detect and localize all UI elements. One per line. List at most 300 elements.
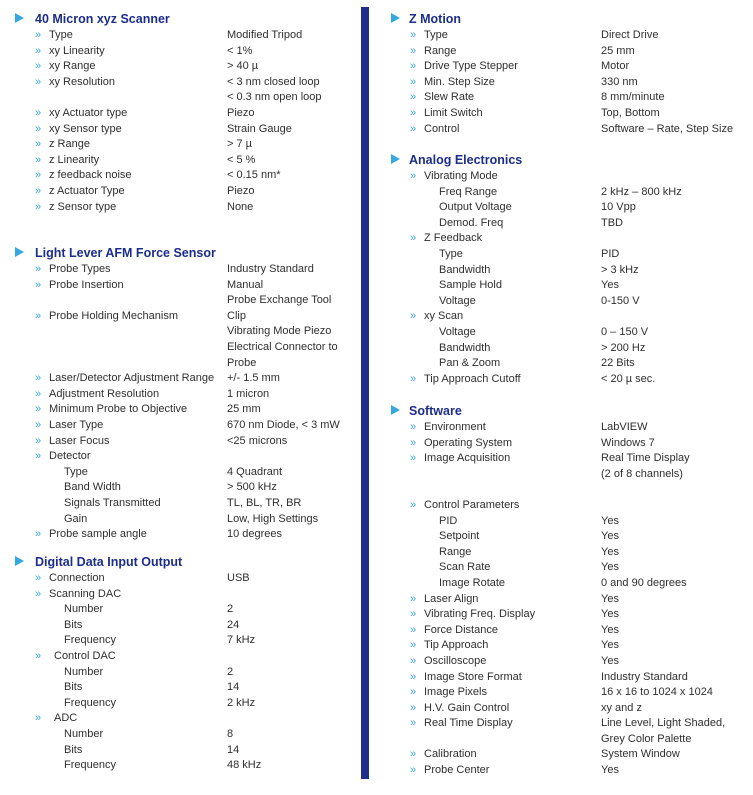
spec-row bbox=[0, 262, 362, 278]
spec-label: Setpoint bbox=[439, 530, 480, 543]
spec-label: Signals Transmitted bbox=[64, 496, 161, 509]
spec-value: 8 mm/minute bbox=[601, 91, 665, 104]
triangle-arrow-icon bbox=[391, 13, 400, 23]
spec-label: Bits bbox=[64, 743, 83, 756]
spec-row bbox=[0, 571, 362, 587]
spec-label: Min. Step Size bbox=[424, 75, 495, 88]
spec-value: Piezo bbox=[227, 106, 255, 119]
spec-label: Voltage bbox=[439, 325, 476, 338]
bullet-icon: » bbox=[410, 75, 417, 88]
spec-row bbox=[375, 341, 753, 357]
spec-value: Yes bbox=[601, 623, 619, 636]
spec-row bbox=[375, 356, 753, 372]
spec-label: Type bbox=[424, 29, 448, 41]
spec-value: USB bbox=[227, 572, 250, 584]
spec-value: Yes bbox=[601, 530, 619, 543]
bullet-icon: » bbox=[35, 44, 42, 57]
spec-value: Yes bbox=[601, 608, 619, 621]
spec-value: > 7 µ bbox=[227, 138, 252, 151]
spec-label: Control Parameters bbox=[424, 498, 520, 511]
bullet-icon: » bbox=[410, 592, 417, 605]
spec-value: Yes bbox=[601, 639, 619, 652]
spec-value: Software – Rate, Step Size bbox=[601, 122, 734, 135]
spec-value: < 20 µ sec. bbox=[601, 372, 656, 385]
spec-label: Laser Focus bbox=[49, 434, 110, 447]
spec-label: Calibration bbox=[424, 748, 477, 761]
spec-row bbox=[375, 498, 753, 514]
spec-value: < 0.15 nm* bbox=[227, 169, 281, 182]
spec-label: Gain bbox=[64, 512, 88, 525]
spec-value: 14 bbox=[227, 743, 240, 756]
spec-value: Yes bbox=[601, 561, 619, 574]
spec-value: Clip bbox=[227, 309, 246, 322]
spec-row bbox=[375, 59, 753, 75]
spec-label: Number bbox=[64, 603, 104, 616]
triangle-arrow-icon bbox=[391, 405, 400, 415]
spec-label: Demod. Freq bbox=[439, 216, 504, 229]
spec-value: Modified Tripod bbox=[227, 29, 303, 41]
spec-label: ADC bbox=[54, 712, 78, 725]
spec-label: PID bbox=[439, 514, 458, 527]
spec-value: < 0.3 nm open loop bbox=[227, 91, 322, 104]
spec-label: xy Scan bbox=[424, 310, 464, 323]
bullet-icon: » bbox=[410, 29, 417, 41]
spec-value: Yes bbox=[601, 764, 619, 777]
spec-label: Operating System bbox=[424, 436, 513, 449]
spec-label: Probe Holding Mechanism bbox=[49, 309, 179, 322]
spec-row bbox=[0, 137, 362, 153]
spec-label: Real Time Display bbox=[424, 717, 513, 730]
spec-label: Laser/Detector Adjustment Range bbox=[49, 372, 215, 385]
bullet-icon: » bbox=[35, 60, 42, 73]
spec-row bbox=[375, 278, 753, 294]
triangle-arrow-icon bbox=[15, 556, 24, 566]
bullet-icon: » bbox=[35, 278, 42, 291]
section-title: 40 Micron xyz Scanner bbox=[35, 12, 170, 26]
spec-value: 2 kHz bbox=[227, 696, 256, 709]
spec-label: z Linearity bbox=[49, 153, 100, 166]
spec-label: Control DAC bbox=[54, 649, 116, 662]
spec-label: z Sensor type bbox=[49, 200, 117, 213]
spec-label: Oscilloscope bbox=[424, 654, 487, 667]
spec-row bbox=[0, 418, 362, 434]
bullet-icon: » bbox=[410, 372, 417, 385]
spec-row bbox=[375, 763, 753, 779]
spec-value: Piezo bbox=[227, 184, 255, 197]
spec-value: 0-150 V bbox=[601, 294, 640, 307]
spec-label: Sample Hold bbox=[439, 279, 502, 292]
spec-value: 10 degrees bbox=[227, 528, 283, 541]
spec-row bbox=[375, 685, 753, 701]
spec-row bbox=[0, 340, 362, 356]
spec-value: Electrical Connector to bbox=[227, 340, 338, 353]
spec-row bbox=[0, 727, 362, 743]
section-header bbox=[0, 10, 362, 28]
bullet-icon: » bbox=[35, 263, 42, 275]
section-analog-electronics bbox=[375, 151, 753, 387]
spec-value: xy and z bbox=[601, 701, 642, 714]
spec-row bbox=[375, 216, 753, 232]
spec-value: (2 of 8 channels) bbox=[601, 467, 683, 480]
spec-row bbox=[375, 716, 753, 732]
spec-label: z Actuator Type bbox=[49, 184, 125, 197]
spec-row bbox=[0, 434, 362, 450]
spec-value: 0 – 150 V bbox=[601, 325, 649, 338]
section-z-motion bbox=[375, 10, 753, 137]
spec-row bbox=[0, 480, 362, 496]
spec-label: Frequency bbox=[64, 634, 116, 647]
spec-row bbox=[375, 122, 753, 138]
spec-value: <25 microns bbox=[227, 434, 288, 447]
spec-label: Image Rotate bbox=[439, 576, 506, 589]
spec-row bbox=[375, 420, 753, 436]
spec-row bbox=[375, 44, 753, 60]
bullet-icon: » bbox=[35, 122, 42, 135]
bullet-icon: » bbox=[410, 452, 417, 465]
spec-row bbox=[0, 587, 362, 603]
spec-row bbox=[375, 607, 753, 623]
spec-label: Probe Types bbox=[49, 263, 111, 275]
spec-row bbox=[0, 90, 362, 106]
bullet-icon: » bbox=[35, 200, 42, 213]
section-digital-data-input-output bbox=[0, 553, 362, 774]
spec-label: Adjustment Resolution bbox=[49, 387, 160, 400]
spec-value: > 3 kHz bbox=[601, 263, 639, 276]
section-header bbox=[0, 553, 362, 571]
spec-row bbox=[0, 44, 362, 60]
spec-label: Band Width bbox=[64, 481, 121, 494]
spec-row bbox=[375, 545, 753, 561]
spec-value: 670 nm Diode, < 3 mW bbox=[227, 418, 340, 431]
spec-value: Grey Color Palette bbox=[601, 732, 692, 745]
spec-row bbox=[375, 185, 753, 201]
spec-label: Slew Rate bbox=[424, 91, 475, 104]
spec-value: Motor bbox=[601, 60, 630, 73]
spec-row bbox=[375, 28, 753, 44]
spec-value: < 3 nm closed loop bbox=[227, 75, 320, 88]
spec-row bbox=[375, 576, 753, 592]
bullet-icon: » bbox=[35, 587, 42, 600]
spec-row bbox=[0, 387, 362, 403]
spec-row bbox=[375, 467, 753, 483]
bullet-icon: » bbox=[35, 169, 42, 182]
spec-row bbox=[375, 529, 753, 545]
spec-row bbox=[375, 451, 753, 467]
spec-value: Windows 7 bbox=[601, 436, 655, 449]
spec-label: Image Acquisition bbox=[424, 452, 511, 465]
bullet-icon: » bbox=[35, 712, 42, 725]
spec-label: Environment bbox=[424, 421, 486, 433]
spec-value: Industry Standard bbox=[227, 263, 314, 275]
spec-row bbox=[375, 623, 753, 639]
bullet-icon: » bbox=[35, 450, 42, 463]
bullet-icon: » bbox=[410, 91, 417, 104]
bullet-icon: » bbox=[35, 153, 42, 166]
spec-value: 1 micron bbox=[227, 387, 270, 400]
spec-label: Vibrating Freq. Display bbox=[424, 608, 536, 621]
spec-label: Number bbox=[64, 665, 104, 678]
bullet-icon: » bbox=[35, 403, 42, 416]
spec-value: < 5 % bbox=[227, 153, 256, 166]
bullet-icon: » bbox=[35, 29, 42, 41]
bullet-icon: » bbox=[410, 764, 417, 777]
spec-row bbox=[375, 90, 753, 106]
spec-label: Output Voltage bbox=[439, 201, 512, 214]
spec-row bbox=[0, 59, 362, 75]
spec-row bbox=[0, 168, 362, 184]
spec-row bbox=[0, 28, 362, 44]
bullet-icon: » bbox=[410, 701, 417, 714]
spec-label: Laser Align bbox=[424, 592, 479, 605]
spec-row bbox=[375, 482, 753, 498]
spec-row bbox=[0, 512, 362, 528]
spec-row bbox=[375, 514, 753, 530]
column-divider bbox=[361, 7, 369, 779]
section-software bbox=[375, 402, 753, 779]
spec-row bbox=[375, 75, 753, 91]
spec-value: 8 bbox=[227, 727, 234, 740]
spec-value: > 40 µ bbox=[227, 60, 259, 73]
spec-label: Image Store Format bbox=[424, 670, 522, 683]
spec-value: Real Time Display bbox=[601, 452, 690, 465]
spec-value: 25 mm bbox=[601, 44, 635, 57]
spec-row bbox=[375, 200, 753, 216]
spec-row bbox=[375, 560, 753, 576]
spec-row bbox=[0, 402, 362, 418]
spec-row bbox=[0, 449, 362, 465]
spec-value: None bbox=[227, 200, 254, 213]
bullet-icon: » bbox=[35, 138, 42, 151]
spec-row bbox=[0, 324, 362, 340]
bullet-icon: » bbox=[410, 608, 417, 621]
spec-label: z feedback noise bbox=[49, 169, 132, 182]
spec-label: Bits bbox=[64, 618, 83, 631]
bullet-icon: » bbox=[410, 686, 417, 699]
bullet-icon: » bbox=[410, 170, 417, 182]
spec-row bbox=[375, 169, 753, 185]
spec-row bbox=[375, 670, 753, 686]
bullet-icon: » bbox=[410, 498, 417, 511]
spec-label: Probe sample angle bbox=[49, 528, 147, 541]
spec-value: Top, Bottom bbox=[601, 106, 660, 119]
spec-value: Yes bbox=[601, 545, 619, 558]
section-header bbox=[0, 244, 362, 262]
spec-value: Probe bbox=[227, 356, 257, 369]
spec-label: Force Distance bbox=[424, 623, 498, 636]
spec-row bbox=[375, 436, 753, 452]
spec-row bbox=[0, 696, 362, 712]
spec-label: Control bbox=[424, 122, 460, 135]
bullet-icon: » bbox=[410, 421, 417, 433]
bullet-icon: » bbox=[410, 60, 417, 73]
spec-row bbox=[375, 638, 753, 654]
spec-label: xy Resolution bbox=[49, 75, 116, 88]
spec-row bbox=[0, 618, 362, 634]
spec-value: Direct Drive bbox=[601, 29, 659, 41]
spec-value: 25 mm bbox=[227, 403, 261, 416]
spec-label: xy Linearity bbox=[49, 44, 105, 57]
spec-label: Laser Type bbox=[49, 418, 104, 431]
spec-row bbox=[375, 732, 753, 748]
spec-value: < 1% bbox=[227, 44, 253, 57]
triangle-arrow-icon bbox=[391, 154, 400, 164]
spec-value: Yes bbox=[601, 514, 619, 527]
spec-value: Line Level, Light Shaded, bbox=[601, 717, 726, 730]
bullet-icon: » bbox=[410, 748, 417, 761]
spec-row bbox=[0, 293, 362, 309]
spec-value: 22 Bits bbox=[601, 357, 635, 370]
spec-value: +/- 1.5 mm bbox=[227, 372, 280, 385]
spec-row bbox=[0, 743, 362, 759]
spec-row bbox=[0, 122, 362, 138]
spec-row bbox=[0, 649, 362, 665]
spec-value: TL, BL, TR, BR bbox=[227, 496, 302, 509]
spec-label: Scan Rate bbox=[439, 561, 491, 574]
spec-row bbox=[375, 747, 753, 763]
section-header bbox=[375, 402, 753, 420]
bullet-icon: » bbox=[35, 106, 42, 119]
bullet-icon: » bbox=[35, 184, 42, 197]
spec-row bbox=[0, 278, 362, 294]
section-title: Digital Data Input Output bbox=[35, 555, 183, 569]
spec-label: Frequency bbox=[64, 759, 116, 772]
spec-row bbox=[375, 372, 753, 388]
spec-value: 10 Vpp bbox=[601, 201, 636, 214]
section-header bbox=[375, 10, 753, 28]
section-40-micron-xyz-scanner bbox=[0, 10, 362, 215]
spec-row bbox=[0, 184, 362, 200]
spec-value: PID bbox=[601, 247, 620, 260]
spec-row bbox=[375, 654, 753, 670]
section-title: Z Motion bbox=[409, 12, 462, 26]
spec-row bbox=[0, 665, 362, 681]
spec-label: Bandwidth bbox=[439, 341, 491, 354]
spec-row bbox=[0, 309, 362, 325]
spec-label: Minimum Probe to Objective bbox=[49, 403, 188, 416]
spec-row bbox=[0, 758, 362, 774]
spec-row bbox=[0, 527, 362, 543]
spec-label: Tip Approach Cutoff bbox=[424, 372, 521, 385]
spec-label: Z Feedback bbox=[424, 232, 483, 245]
spec-label: Scanning DAC bbox=[49, 587, 122, 600]
bullet-icon: » bbox=[35, 528, 42, 541]
spec-row bbox=[375, 701, 753, 717]
spec-label: Voltage bbox=[439, 294, 476, 307]
bullet-icon: » bbox=[410, 639, 417, 652]
spec-value: Industry Standard bbox=[601, 670, 688, 683]
spec-row bbox=[375, 294, 753, 310]
spec-value: 4 Quadrant bbox=[227, 465, 283, 478]
spec-row bbox=[375, 325, 753, 341]
spec-label: Probe Center bbox=[424, 764, 490, 777]
spec-label: Number bbox=[64, 727, 104, 740]
spec-row bbox=[0, 680, 362, 696]
spec-value: 48 kHz bbox=[227, 759, 262, 772]
spec-label: Freq Range bbox=[439, 185, 498, 198]
spec-label: Drive Type Stepper bbox=[424, 60, 518, 73]
bullet-icon: » bbox=[410, 232, 417, 245]
spec-label: Limit Switch bbox=[424, 106, 483, 119]
section-title: Analog Electronics bbox=[409, 153, 523, 167]
spec-label: Type bbox=[49, 29, 73, 41]
spec-row bbox=[0, 106, 362, 122]
triangle-arrow-icon bbox=[15, 247, 24, 257]
bullet-icon: » bbox=[410, 670, 417, 683]
spec-label: Vibrating Mode bbox=[424, 170, 498, 182]
spec-value: TBD bbox=[601, 216, 623, 229]
spec-value: 2 bbox=[227, 665, 234, 678]
spec-value: Manual bbox=[227, 278, 264, 291]
bullet-icon: » bbox=[410, 44, 417, 57]
spec-row bbox=[0, 711, 362, 727]
bullet-icon: » bbox=[35, 387, 42, 400]
spec-value: 2 kHz – 800 kHz bbox=[601, 185, 682, 198]
spec-row bbox=[375, 231, 753, 247]
spec-row bbox=[0, 633, 362, 649]
spec-value: 24 bbox=[227, 618, 240, 631]
spec-value: 330 nm bbox=[601, 75, 638, 88]
bullet-icon: » bbox=[410, 717, 417, 730]
spec-label: Type bbox=[64, 465, 88, 478]
spec-value: Probe Exchange Tool bbox=[227, 294, 332, 307]
spec-label: xy Actuator type bbox=[49, 106, 128, 119]
spec-label: Probe Insertion bbox=[49, 278, 124, 291]
spec-row bbox=[0, 496, 362, 512]
spec-label: z Range bbox=[49, 138, 90, 151]
spec-value: Yes bbox=[601, 279, 619, 292]
spec-value: System Window bbox=[601, 748, 680, 761]
spec-value: Vibrating Mode Piezo bbox=[227, 325, 332, 338]
bullet-icon: » bbox=[410, 122, 417, 135]
spec-value: Yes bbox=[601, 592, 619, 605]
spec-row bbox=[375, 263, 753, 279]
bullet-icon: » bbox=[35, 372, 42, 385]
spec-label: Detector bbox=[49, 450, 91, 463]
spec-value: LabVIEW bbox=[601, 421, 648, 433]
spec-value: 2 bbox=[227, 603, 234, 616]
spec-row bbox=[0, 200, 362, 216]
spec-row bbox=[0, 153, 362, 169]
spec-label: Bandwidth bbox=[439, 263, 491, 276]
spec-row bbox=[375, 592, 753, 608]
spec-value: 16 x 16 to 1024 x 1024 bbox=[601, 686, 713, 699]
spec-label: Image Pixels bbox=[424, 686, 487, 699]
bullet-icon: » bbox=[410, 310, 417, 323]
spec-value: > 200 Hz bbox=[601, 341, 646, 354]
section-light-lever-afm-force-sensor bbox=[0, 244, 362, 543]
section-title: Software bbox=[409, 404, 462, 418]
bullet-icon: » bbox=[35, 572, 42, 584]
spec-row bbox=[0, 602, 362, 618]
spec-value: Low, High Settings bbox=[227, 512, 319, 525]
spec-label: Tip Approach bbox=[424, 639, 489, 652]
spec-row bbox=[0, 465, 362, 481]
bullet-icon: » bbox=[410, 654, 417, 667]
spec-row bbox=[375, 247, 753, 263]
spec-label: Bits bbox=[64, 681, 83, 694]
spec-value: Yes bbox=[601, 654, 619, 667]
bullet-icon: » bbox=[410, 106, 417, 119]
spec-label: Connection bbox=[49, 572, 105, 584]
spec-row bbox=[375, 309, 753, 325]
spec-label: Range bbox=[424, 44, 457, 57]
spec-label: Range bbox=[439, 545, 472, 558]
bullet-icon: » bbox=[35, 418, 42, 431]
spec-label: H.V. Gain Control bbox=[424, 701, 510, 714]
spec-value: > 500 kHz bbox=[227, 481, 277, 494]
section-title: Light Lever AFM Force Sensor bbox=[35, 246, 216, 260]
bullet-icon: » bbox=[410, 436, 417, 449]
